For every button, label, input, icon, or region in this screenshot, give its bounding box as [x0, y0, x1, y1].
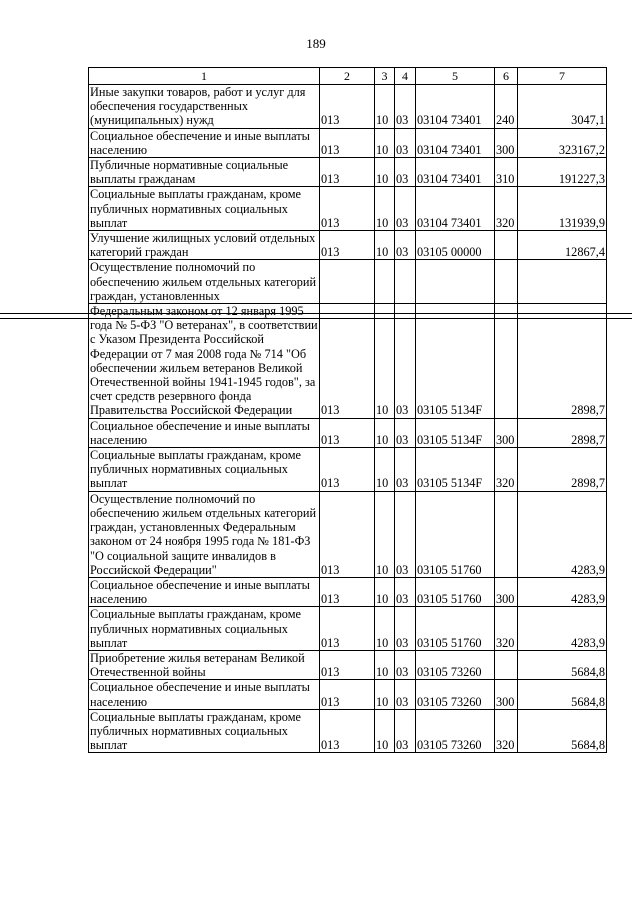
target-article-cell: 03105 51760 — [416, 491, 495, 577]
ministry-code-cell: 013 — [320, 231, 375, 260]
table-row — [89, 85, 607, 129]
expense-type-cell: 320 — [495, 448, 518, 492]
subsection-cell: 03 — [395, 709, 416, 753]
page-cut-line — [0, 318, 632, 319]
section-cell: 10 — [375, 231, 395, 260]
section-cell: 10 — [375, 187, 395, 231]
target-article-cell: 03104 73401 — [416, 128, 495, 157]
section-cell — [375, 260, 395, 304]
subsection-cell: 03 — [395, 491, 416, 577]
name-cell: Социальное обеспечение и иные выплаты населению — [89, 680, 320, 709]
amount-cell: 323167,2 — [518, 128, 607, 157]
header-cell-section: 3 — [375, 68, 395, 85]
subsection-cell: 03 — [395, 448, 416, 492]
ministry-code-cell: 013 — [320, 650, 375, 679]
subsection-cell: 03 — [395, 158, 416, 187]
amount-cell: 2898,7 — [518, 304, 607, 419]
page-number: 189 — [306, 36, 326, 51]
target-article-cell: 03105 73260 — [416, 680, 495, 709]
expense-type-cell: 300 — [495, 418, 518, 447]
target-article-cell: 03104 73401 — [416, 187, 495, 231]
expense-type-cell: 310 — [495, 158, 518, 187]
ministry-code-cell: 013 — [320, 158, 375, 187]
name-cell: Федеральным законом от 12 января 1995 года № 5-ФЗ "О ветеранах", в соответствии с Указом Президента Российской Федерации от 7 мая 2008 года № 714 "Об обеспечении жильем ветеранов Великой Отечественной войны 1941-1945 годов", за счет средств резервного фонда Правительства Российской Федерации — [90, 304, 318, 418]
table-header — [89, 68, 607, 85]
section-cell: 10 — [375, 304, 395, 419]
section-cell: 10 — [375, 709, 395, 753]
amount-cell: 4283,9 — [518, 491, 607, 577]
subsection-cell: 03 — [395, 680, 416, 709]
amount-cell: 4283,9 — [518, 607, 607, 651]
section-cell: 10 — [375, 650, 395, 679]
section-cell: 10 — [375, 128, 395, 157]
table-row — [89, 128, 607, 157]
target-article-cell: 03105 00000 — [416, 231, 495, 260]
name-cell: Социальные выплаты гражданам, кроме публичных нормативных социальных выплат — [89, 448, 320, 492]
amount-cell: 5684,8 — [518, 709, 607, 753]
subsection-cell: 03 — [395, 304, 416, 419]
amount-cell: 131939,9 — [518, 187, 607, 231]
subsection-cell: 03 — [395, 418, 416, 447]
expense-type-cell: 320 — [495, 187, 518, 231]
subsection-cell: 03 — [395, 577, 416, 606]
subsection-cell: 03 — [395, 607, 416, 651]
name-cell: Социальные выплаты гражданам, кроме публичных нормативных социальных выплат — [89, 607, 320, 651]
table-row — [89, 158, 607, 187]
target-article-cell: 03105 51760 — [416, 607, 495, 651]
table-row — [89, 418, 607, 447]
section-cell: 10 — [375, 577, 395, 606]
name-cell: Приобретение жилья ветеранам Великой Отечественной войны — [89, 650, 320, 679]
amount-cell: 3047,1 — [518, 85, 607, 129]
table-row — [89, 577, 607, 606]
ministry-code-cell: 013 — [320, 448, 375, 492]
section-cell: 10 — [375, 418, 395, 447]
table-row — [89, 231, 607, 260]
target-article-cell: 03104 73401 — [416, 85, 495, 129]
header-cell-amount: 7 — [518, 68, 607, 85]
ministry-code-cell: 013 — [320, 85, 375, 129]
ministry-code-cell: 013 — [320, 709, 375, 753]
ministry-code-cell: 013 — [320, 187, 375, 231]
expense-type-cell: 300 — [495, 128, 518, 157]
target-article-cell: 03105 5134F — [416, 418, 495, 447]
amount-cell: 5684,8 — [518, 650, 607, 679]
expense-type-cell — [495, 260, 518, 304]
section-cell: 10 — [375, 85, 395, 129]
amount-cell: 2898,7 — [518, 418, 607, 447]
name-cell: Осуществление полномочий по обеспечению жильем отдельных категорий граждан, установленных — [89, 260, 320, 304]
ministry-code-cell: 013 — [320, 418, 375, 447]
ministry-code-cell: 013 — [320, 491, 375, 577]
section-cell: 10 — [375, 158, 395, 187]
header-row — [89, 68, 607, 85]
name-cell: Улучшение жилищных условий отдельных категорий граждан — [89, 231, 320, 260]
subsection-cell: 03 — [395, 231, 416, 260]
name-cell: Осуществление полномочий по обеспечению жильем отдельных категорий граждан, установленных Федеральным законом от 24 ноября 1995 года № 181-ФЗ "О социальной защите инвалидов в Российской Федерации" — [89, 491, 320, 577]
expense-type-cell: 300 — [495, 577, 518, 606]
budget-table — [88, 67, 607, 753]
subsection-cell: 03 — [395, 650, 416, 679]
target-article-cell: 03105 5134F — [416, 448, 495, 492]
amount-cell: 12867,4 — [518, 231, 607, 260]
table-row — [89, 304, 607, 419]
subsection-cell: 03 — [395, 187, 416, 231]
expense-type-cell: 320 — [495, 709, 518, 753]
table-body — [89, 85, 607, 753]
amount-cell — [518, 260, 607, 304]
table-row — [89, 650, 607, 679]
header-cell-csr: 5 — [416, 68, 495, 85]
ministry-code-cell — [320, 260, 375, 304]
ministry-code-cell: 013 — [320, 304, 375, 419]
target-article-cell: 03105 73260 — [416, 650, 495, 679]
target-article-cell: 03105 51760 — [416, 577, 495, 606]
expense-type-cell: 240 — [495, 85, 518, 129]
name-cell: Социальное обеспечение и иные выплаты населению — [89, 418, 320, 447]
target-article-cell — [416, 260, 495, 304]
amount-cell: 191227,3 — [518, 158, 607, 187]
name-cell: Социальное обеспечение и иные выплаты населению — [89, 128, 320, 157]
subsection-cell — [395, 260, 416, 304]
table-row — [89, 187, 607, 231]
section-cell: 10 — [375, 491, 395, 577]
name-cell: Социальные выплаты гражданам, кроме публичных нормативных социальных выплат — [89, 187, 320, 231]
table-row — [89, 709, 607, 753]
table-row — [89, 491, 607, 577]
section-cell: 10 — [375, 448, 395, 492]
subsection-cell: 03 — [395, 128, 416, 157]
name-cell: Иные закупки товаров, работ и услуг для обеспечения государственных (муниципальных) нужд — [89, 85, 320, 129]
header-cell-subsection: 4 — [395, 68, 416, 85]
section-cell: 10 — [375, 607, 395, 651]
table-row — [89, 260, 607, 304]
amount-cell: 4283,9 — [518, 577, 607, 606]
expense-type-cell: 320 — [495, 607, 518, 651]
header-cell-vr: 6 — [495, 68, 518, 85]
target-article-cell: 03105 5134F — [416, 304, 495, 419]
expense-type-cell — [495, 231, 518, 260]
ministry-code-cell: 013 — [320, 680, 375, 709]
header-cell-name: 1 — [89, 68, 320, 85]
amount-cell: 5684,8 — [518, 680, 607, 709]
expense-type-cell: 300 — [495, 680, 518, 709]
name-cell: Социальные выплаты гражданам, кроме публичных нормативных социальных выплат — [89, 709, 320, 753]
name-cell: Социальное обеспечение и иные выплаты населению — [89, 577, 320, 606]
target-article-cell: 03105 73260 — [416, 709, 495, 753]
page-cut-line — [0, 313, 632, 314]
name-cell: Публичные нормативные социальные выплаты гражданам — [89, 158, 320, 187]
ministry-code-cell: 013 — [320, 607, 375, 651]
header-cell-ministry: 2 — [320, 68, 375, 85]
table-row — [89, 607, 607, 651]
expense-type-cell — [495, 304, 518, 419]
expense-type-cell — [495, 491, 518, 577]
ministry-code-cell: 013 — [320, 577, 375, 606]
table-row — [89, 448, 607, 492]
expense-type-cell — [495, 650, 518, 679]
ministry-code-cell: 013 — [320, 128, 375, 157]
amount-cell: 2898,7 — [518, 448, 607, 492]
table-row — [89, 680, 607, 709]
target-article-cell: 03104 73401 — [416, 158, 495, 187]
section-cell: 10 — [375, 680, 395, 709]
subsection-cell: 03 — [395, 85, 416, 129]
